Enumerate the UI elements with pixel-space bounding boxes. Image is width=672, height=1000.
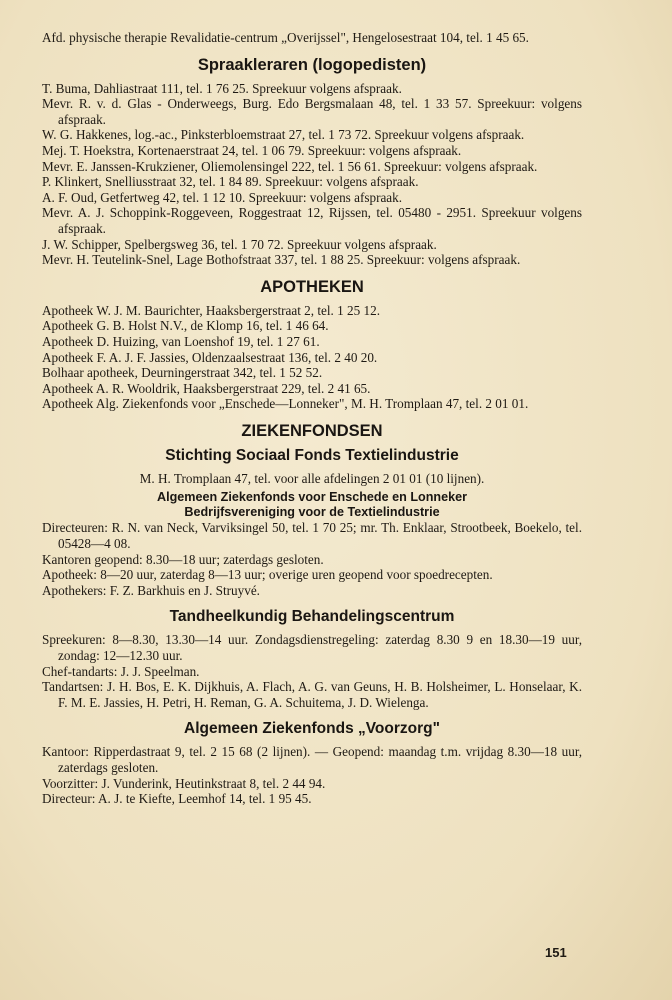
list-item: Mevr. A. J. Schoppink-Roggeveen, Roggestraat 12, Rijssen, tel. 05480 - 2951. Spreekuur volgens afspraak. — [42, 205, 582, 236]
list-item: Apothekers: F. Z. Barkhuis en J. Struyvé. — [42, 582, 260, 598]
list-item: J. W. Schipper, Spelbergsweg 36, tel. 1 70 72. Spreekuur volgens afspraak. — [42, 236, 437, 252]
pharmacies-heading: APOTHEKEN — [260, 277, 364, 296]
list-item: Kantoren geopend: 8.30—18 uur; zaterdags gesloten. — [42, 551, 324, 567]
list-item: Spreekuren: 8—8.30, 13.30—14 uur. Zondagsdienstregeling: zaterdag 8.30 9 en 18.30—19 uur, zondag: 12—12.30 uur. — [42, 632, 582, 664]
list-item: Chef-tandarts: J. J. Speelman. — [42, 663, 200, 679]
list-item: Apotheek F. A. J. F. Jassies, Oldenzaalsestraat 136, tel. 2 40 20. — [42, 349, 378, 365]
list-item: Mevr. R. v. d. Glas - Onderweegs, Burg. Edo Bergsmalaan 48, tel. 1 33 57. Spreekuur: volgens afspraak. — [42, 96, 582, 127]
speech-therapists-list — [42, 81, 582, 268]
list-item: Mej. T. Hoekstra, Kortenaerstraat 24, tel. 1 06 79. Spreekuur: volgens afspraak. — [42, 142, 462, 158]
textile-fund-heading: Stichting Sociaal Fonds Textielindustrie — [165, 446, 459, 464]
speech-therapists-heading: Spraakleraren (logopedisten) — [197, 55, 427, 74]
voorzorg-fund-list — [42, 744, 582, 806]
health-funds-heading: ZIEKENFONDSEN — [241, 421, 383, 440]
intro-entry: Afd. physische therapie Revalidatie-centrum „Overijssel", Hengelosestraat 104, tel. 1 45 65. — [42, 30, 529, 45]
list-item: P. Klinkert, Snelliusstraat 32, tel. 1 84 89. Spreekuur: volgens afspraak. — [42, 174, 419, 190]
dental-centre-heading: Tandheelkundig Behandelingscentrum — [169, 608, 455, 626]
list-item: Directeuren: R. N. van Neck, Varviksingel 50, tel. 1 70 25; mr. Th. Enklaar, Strootbeek, Boekelo, tel. 05428—4 08. — [42, 520, 582, 552]
page-number: 151 — [545, 945, 567, 960]
list-item: Directeur: A. J. te Kiefte, Leemhof 14, tel. 1 95 45. — [42, 791, 312, 807]
list-item: Bolhaar apotheek, Deurningerstraat 342, tel. 1 52 52. — [42, 365, 323, 381]
list-item: Voorzitter: J. Vunderink, Heutinkstraat 8, tel. 2 44 94. — [42, 775, 326, 791]
textile-fund-subheading-2: Bedrijfsvereniging voor de Textielindustrie — [184, 505, 440, 520]
dental-centre-list — [42, 632, 582, 710]
list-item: Apotheek G. B. Holst N.V., de Klomp 16, tel. 1 46 64. — [42, 318, 329, 334]
list-item: Apotheek W. J. M. Baurichter, Haaksbergerstraat 2, tel. 1 25 12. — [42, 302, 380, 318]
list-item: Apotheek Alg. Ziekenfonds voor „Enschede—Lonneker", M. H. Tromplaan 47, tel. 2 01 01. — [42, 396, 529, 412]
list-item: Mevr. E. Janssen-Krukziener, Oliemolensingel 222, tel. 1 56 61. Spreekuur: volgens afspraak. — [42, 158, 538, 174]
list-item: T. Buma, Dahliastraat 111, tel. 1 76 25. Spreekuur volgens afspraak. — [42, 80, 402, 96]
voorzorg-fund-heading: Algemeen Ziekenfonds „Voorzorg" — [184, 720, 440, 738]
pharmacies-list — [42, 303, 582, 412]
list-item: Apotheek: 8—20 uur, zaterdag 8—13 uur; overige uren geopend voor spoedrecepten. — [42, 567, 493, 583]
list-item: W. G. Hakkenes, log.-ac., Pinksterbloemstraat 27, tel. 1 73 72. Spreekuur volgens afspraak. — [42, 127, 525, 143]
textile-fund-subheading-1: Algemeen Ziekenfonds voor Enschede en Lonneker — [156, 490, 468, 505]
list-item: Kantoor: Ripperdastraat 9, tel. 2 15 68 (2 lijnen). — Geopend: maandag t.m. vrijdag 8.30—18 uur, zaterdags gesloten. — [42, 744, 582, 775]
list-item: Mevr. H. Teutelink-Snel, Lage Bothofstraat 337, tel. 1 88 25. Spreekuur: volgens afspraak. — [42, 252, 521, 268]
list-item: Apotheek A. R. Wooldrik, Haaksbergerstraat 229, tel. 2 41 65. — [42, 380, 371, 396]
list-item: A. F. Oud, Getfertweg 42, tel. 1 12 10. Spreekuur: volgens afspraak. — [42, 189, 403, 205]
textile-fund-address: M. H. Tromplaan 47, tel. voor alle afdelingen 2 01 01 (10 lijnen). — [139, 470, 485, 486]
list-item: Apotheek D. Huizing, van Loenshof 19, tel. 1 27 61. — [42, 333, 320, 349]
list-item: Tandartsen: J. H. Bos, E. K. Dijkhuis, A. Flach, A. G. van Geuns, H. B. Holsheimer, L. Honselaar, K. F. M. E. Jassies, H. Petri, H. Reman, G. A. Schuitema, J. D. Wielenga. — [42, 679, 582, 710]
textile-fund-list — [42, 520, 582, 598]
text-column — [42, 30, 582, 807]
